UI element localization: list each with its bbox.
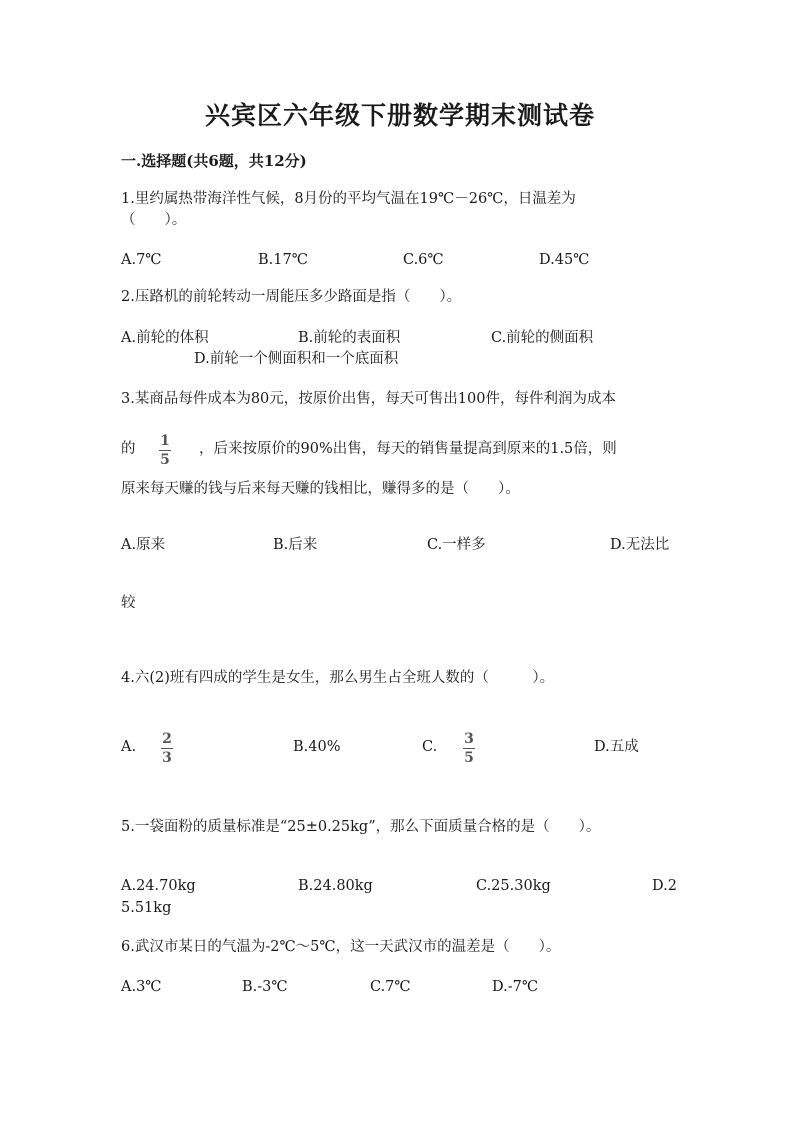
- question-6-option-c: C.7℃: [370, 979, 411, 995]
- question-1-option-b: B.17℃: [258, 252, 308, 268]
- question-4-option-a: A.: [121, 739, 137, 755]
- question-5-option-d-continued: 5.51kg: [121, 900, 172, 916]
- question-6-option-b: B.-3℃: [242, 979, 288, 995]
- question-3-fraction: [159, 433, 171, 468]
- question-2-text: 2.压路机的前轮转动一周能压多少路面是指（ ）。: [121, 289, 462, 305]
- question-3-text-line3: 原来每天赚的钱与后来每天赚的钱相比，赚得多的是（ ）。: [121, 481, 520, 497]
- question-3-text-line2-post: ，后来按原价的90%出售，每天的销售量提高到原来的1.5倍，则: [199, 441, 617, 457]
- question-5-option-d: D.2: [652, 878, 677, 894]
- question-6-option-a: A.3℃: [121, 979, 162, 995]
- question-2-option-a: A.前轮的体积: [121, 330, 209, 346]
- question-4-option-d: D.五成: [594, 739, 639, 755]
- question-2-option-c: C.前轮的侧面积: [491, 330, 594, 346]
- question-3-option-a: A.原来: [121, 537, 166, 553]
- question-1-text-line2: （ ）。: [121, 212, 187, 228]
- question-5-option-c: C.25.30kg: [476, 878, 551, 894]
- question-3-option-d: D.无法比: [610, 537, 670, 553]
- fraction-bar: [159, 450, 171, 451]
- question-3-option-d-continued: 较: [121, 595, 136, 611]
- question-3-text-line1: 3.某商品每件成本为80元，按原价出售，每天可售出100件，每件利润为成本: [121, 391, 616, 407]
- question-5-option-a: A.24.70kg: [121, 878, 196, 894]
- question-1-option-a: A.7℃: [121, 252, 162, 268]
- question-2-option-d: D.前轮一个侧面积和一个底面积: [194, 351, 399, 367]
- question-1-option-d: D.45℃: [539, 252, 590, 268]
- question-4-option-c: C.: [422, 739, 438, 755]
- question-1-text-line1: 1.里约属热带海洋性气候，8月份的平均气温在19℃－26℃，日温差为: [121, 191, 576, 207]
- question-4-text: 4.六(2)班有四成的学生是女生，那么男生占全班人数的（ ）。: [121, 670, 555, 686]
- question-1-option-c: C.6℃: [403, 252, 444, 268]
- question-2-option-b: B.前轮的表面积: [298, 330, 401, 346]
- question-5-option-b: B.24.80kg: [298, 878, 373, 894]
- page-title: 兴宾区六年级下册数学期末测试卷: [204, 101, 595, 130]
- fraction-bar: [463, 748, 475, 749]
- fraction-denominator: 3: [162, 750, 172, 766]
- question-3-text-line2-pre: 的: [121, 441, 136, 457]
- fraction-numerator: 3: [464, 731, 474, 747]
- question-5-text: 5.一袋面粉的质量标准是“25±0.25kg”，那么下面质量合格的是（ ）。: [121, 819, 601, 835]
- fraction-numerator: 2: [162, 731, 172, 747]
- question-3-option-c: C.一样多: [427, 537, 486, 553]
- question-6-text: 6.武汉市某日的气温为-2℃～5℃，这一天武汉市的温差是（ ）。: [121, 939, 561, 955]
- question-6-option-d: D.-7℃: [492, 979, 539, 995]
- question-3-option-b: B.后来: [273, 537, 318, 553]
- section-heading: 一.选择题(共6题，共12分): [121, 152, 307, 170]
- question-4-option-b: B.40%: [293, 739, 341, 755]
- fraction-numerator: 1: [160, 433, 170, 449]
- question-4-option-c-fraction: [463, 731, 475, 766]
- fraction-denominator: 5: [160, 452, 170, 468]
- fraction-denominator: 5: [464, 750, 474, 766]
- question-4-option-a-fraction: [161, 731, 173, 766]
- fraction-bar: [161, 748, 173, 749]
